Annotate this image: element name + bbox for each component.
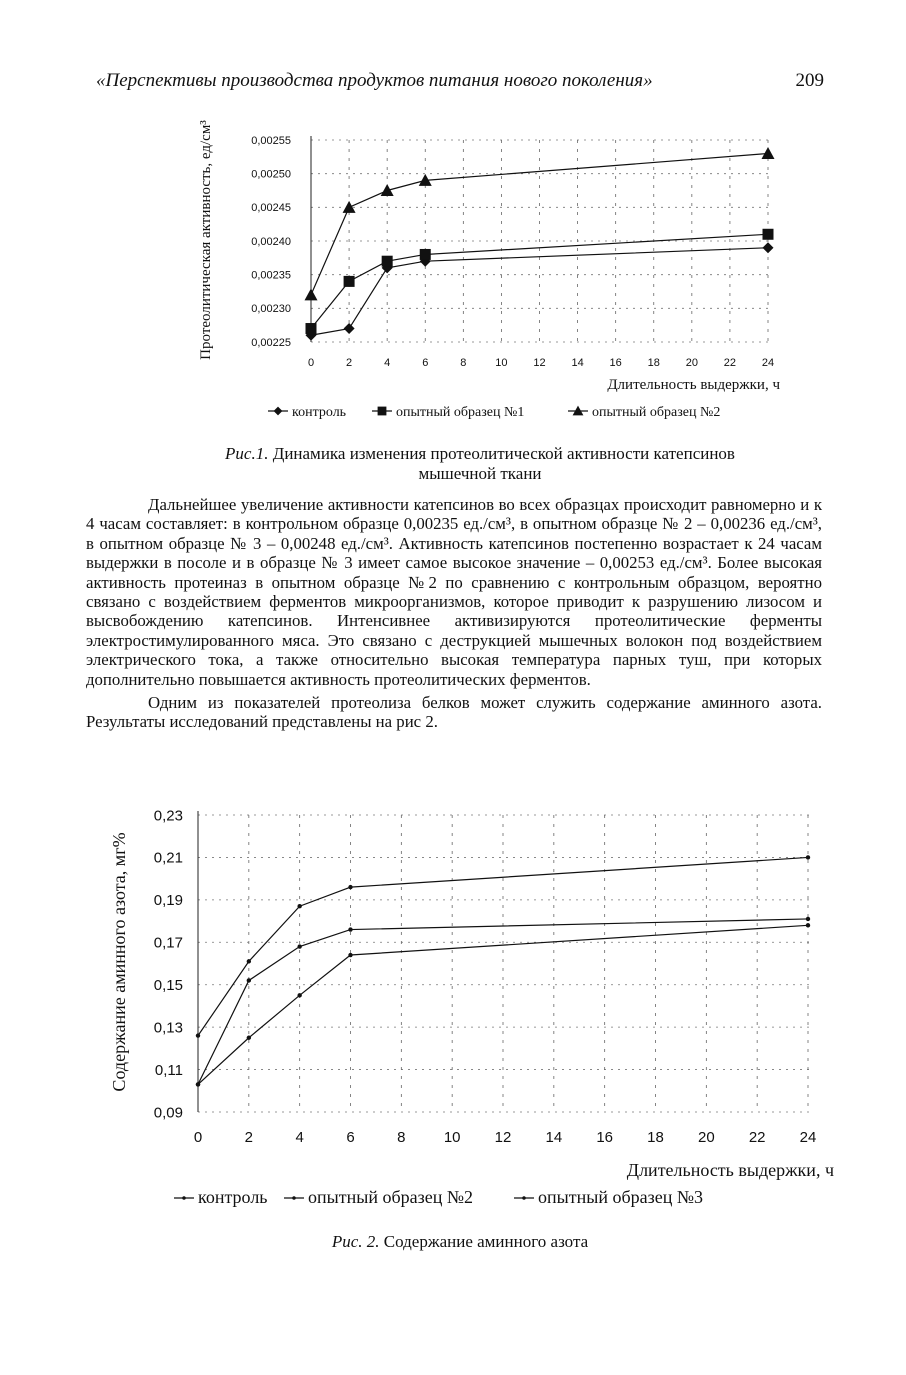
x-tick-label: 18 — [647, 357, 660, 369]
data-point — [348, 927, 352, 931]
legend-marker — [522, 1196, 526, 1200]
y-tick-label: 0,17 — [153, 934, 183, 952]
x-tick-label: 22 — [723, 357, 737, 369]
data-point — [297, 904, 301, 908]
x-tick-label: 2 — [346, 357, 353, 369]
series-line-3 — [198, 857, 808, 1035]
x-tick-label: 10 — [495, 357, 508, 369]
legend-entry-3: опытный образец №2 — [592, 405, 721, 420]
data-point — [806, 923, 810, 927]
y-tick-label: 0,00240 — [251, 235, 291, 248]
data-point — [348, 885, 352, 889]
paragraph: Дальнейшее увеличение активности катепсинов во всех образцах происходит равномерно и к 4 часам составляет: в контрольном образце 0,00235 ед./см³, в опытном образце № 2 – 0,00236 ед./см³, в опытном образце № 3 – 0,00248 ед./см³. Активность катепсинов постепенно возрастает к 24 часам выдержки в посоле и в образце № 3 имеет самое высокое значение – 0,00253 ед./см³. Более высокая активность протеиназ в опытном образце №2 по сравнению с контрольным образцом, вероятно связано с воздействием ферментов микроорганизмов, которое приводит к разрушению лизосом и высвобождению катепсинов. Интенсивнее активизируются протеолитические ферменты электростимулированного мяса. Это связано с деструкцией мышечных волокон под воздействием электрического тока, а также относительно высокая температура парных туш, при которых дополнительно повышается активность протеолитических ферментов. — [86, 495, 822, 689]
x-tick-label: 24 — [799, 1129, 817, 1146]
legend-entry-2: опытный образец №2 — [308, 1187, 474, 1207]
y-tick-label: 0,13 — [153, 1019, 183, 1037]
paragraph: Одним из показателей протеолиза белков может служить содержание аминного азота. Результаты исследований представлены на рис 2. — [86, 693, 822, 732]
x-tick-label: 12 — [533, 357, 546, 369]
figure-2-caption-text: Содержание аминного азота — [383, 1232, 589, 1251]
data-point — [196, 1082, 200, 1086]
y-tick-label: 0,23 — [153, 807, 183, 825]
x-tick-label: 14 — [571, 357, 584, 369]
x-tick-label: 6 — [422, 357, 429, 369]
x-tick-label: 18 — [647, 1129, 664, 1146]
x-tick-label: 22 — [748, 1129, 766, 1146]
x-tick-label: 4 — [384, 357, 391, 369]
y-tick-label: 0,00235 — [251, 269, 291, 282]
y-tick-label: 0,00250 — [251, 168, 291, 181]
y-tick-label: 0,21 — [153, 849, 183, 867]
x-tick-label: 2 — [244, 1129, 254, 1146]
x-tick-label: 4 — [295, 1129, 304, 1146]
y-tick-label: 0,00225 — [251, 336, 291, 349]
x-tick-label: 10 — [443, 1129, 461, 1146]
figure-2-label: Рис. 2. — [331, 1232, 380, 1251]
data-point — [247, 978, 251, 982]
x-tick-label: 0 — [193, 1129, 203, 1146]
data-point — [348, 953, 352, 957]
x-tick-label: 8 — [460, 357, 467, 369]
data-point — [297, 944, 301, 948]
data-point — [806, 855, 810, 859]
x-tick-label: 24 — [761, 357, 775, 369]
y-tick-label: 0,15 — [153, 976, 183, 994]
figure-1-label: Рис.1. — [225, 444, 269, 463]
page-number: 209 — [795, 70, 824, 91]
x-tick-label: 14 — [545, 1129, 563, 1146]
data-point — [806, 917, 810, 921]
x-tick-label: 16 — [596, 1129, 614, 1146]
legend-entry-1: контроль — [198, 1187, 268, 1207]
x-tick-label: 8 — [397, 1129, 406, 1146]
x-tick-label: 6 — [346, 1129, 355, 1146]
y-axis-label: Содержание аминного азота, мг% — [109, 832, 129, 1092]
x-axis-label: Длительность выдержки, ч — [626, 1160, 834, 1180]
x-tick-label: 16 — [609, 357, 622, 369]
data-point — [247, 959, 251, 963]
y-tick-label: 0,00245 — [251, 202, 291, 215]
x-tick-label: 20 — [697, 1129, 715, 1146]
data-point — [196, 1033, 200, 1037]
x-axis-label: Длительность выдержки, ч — [607, 377, 780, 393]
y-tick-label: 0,19 — [153, 892, 183, 910]
y-tick-label: 0,11 — [154, 1061, 183, 1079]
x-tick-label: 20 — [685, 357, 698, 369]
data-point — [247, 1036, 251, 1040]
data-point — [297, 993, 301, 997]
figure-2-caption — [200, 1232, 720, 1252]
legend-marker — [182, 1196, 186, 1200]
x-tick-label: 12 — [494, 1129, 512, 1146]
y-axis-label: Протеолитическая активность, ед/см³ — [198, 120, 214, 360]
y-tick-label: 0,00230 — [251, 303, 291, 316]
legend-entry-2: опытный образец №1 — [396, 405, 525, 420]
y-tick-label: 0,00255 — [251, 134, 291, 147]
legend-entry-3: опытный образец №3 — [538, 1187, 704, 1207]
y-tick-label: 0,09 — [153, 1104, 183, 1122]
legend-entry-1: контроль — [292, 405, 347, 420]
legend-marker — [292, 1196, 296, 1200]
figure-1-caption-text: Динамика изменения протеолитической активности катепсинов мышечной ткани — [272, 444, 735, 483]
x-tick-label: 0 — [307, 357, 315, 369]
journal-title: «Перспективы производства продуктов питания нового поколения» — [96, 70, 653, 91]
